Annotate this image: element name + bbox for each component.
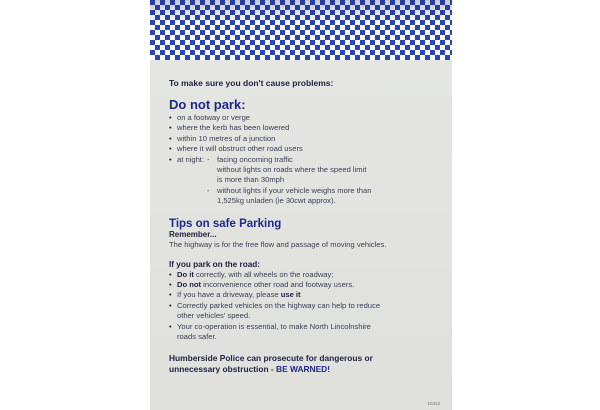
- list-item: [169, 280, 447, 290]
- list-item: [169, 290, 447, 300]
- night-sub-text: facing oncoming traffic: [217, 154, 293, 164]
- night-sub-text: 1,525kg unladen (ie 30cwt approx).: [217, 196, 336, 206]
- emphasis: Do it: [177, 269, 194, 279]
- list-item: [169, 270, 447, 280]
- night-sub-items: [207, 155, 447, 207]
- list-item-night: [169, 155, 447, 207]
- list-item: • within 10 metres of a junction: [169, 134, 447, 144]
- item-text: If you have a driveway, please: [177, 290, 281, 300]
- night-row: [177, 155, 447, 207]
- leaflet-code: 10412: [427, 401, 440, 406]
- night-sub-text: without lights if your vehicle weighs more than: [217, 185, 372, 195]
- do-not-park-heading: Do not park:: [169, 97, 246, 112]
- item-text: correctly, with all wheels on the roadway;: [193, 269, 334, 279]
- item-text: inconvenience other road and footway users.: [201, 280, 355, 290]
- do-not-park-list: [169, 113, 447, 207]
- on-road-heading: If you park on the road:: [169, 259, 260, 269]
- night-label: • at night:: [177, 154, 205, 164]
- list-item: [169, 301, 447, 322]
- dash-marker: -: [207, 154, 210, 164]
- night-sub-continuation: [207, 165, 447, 175]
- warning-text: Humberside Police can prosecute for dangerous or: [169, 352, 373, 363]
- remember-label: Remember...: [169, 229, 217, 239]
- item-text: Your co-operation is essential, to make North Lincolnshire: [177, 321, 371, 331]
- be-warned-text: BE WARNED!: [276, 363, 331, 374]
- banner-shade: [150, 0, 452, 60]
- tips-heading: Tips on safe Parking: [169, 217, 282, 230]
- police-warning: [169, 353, 447, 375]
- night-sub-item: [207, 186, 447, 196]
- emphasis: Do not: [177, 280, 202, 290]
- highway-paragraph: The highway is for the free flow and passage of moving vehicles.: [169, 239, 387, 249]
- leaflet-content: [169, 78, 447, 375]
- on-road-list: [169, 270, 447, 343]
- list-item: [169, 322, 447, 343]
- night-sub-continuation: [207, 175, 447, 185]
- emphasis: use it: [280, 290, 301, 300]
- night-sub-item: [207, 155, 447, 165]
- list-item: • on a footway or verge: [169, 113, 447, 123]
- warning-text: unnecessary obstruction -: [169, 363, 277, 374]
- item-text: other vehicles' speed.: [177, 311, 251, 321]
- intro-text: To make sure you don't cause problems:: [169, 78, 334, 88]
- night-sub-continuation: [207, 196, 447, 206]
- list-item: • where it will obstruct other road users: [169, 144, 447, 154]
- parking-leaflet: [150, 0, 452, 410]
- item-text: roads safer.: [177, 332, 217, 342]
- item-text: Correctly parked vehicles on the highway can help to reduce: [177, 300, 381, 310]
- dash-marker: -: [207, 185, 210, 195]
- night-sub-text: is more than 30mph: [217, 175, 285, 185]
- list-item: • where the kerb has been lowered: [169, 123, 447, 133]
- night-sub-text: without lights on roads where the speed limit: [217, 165, 367, 175]
